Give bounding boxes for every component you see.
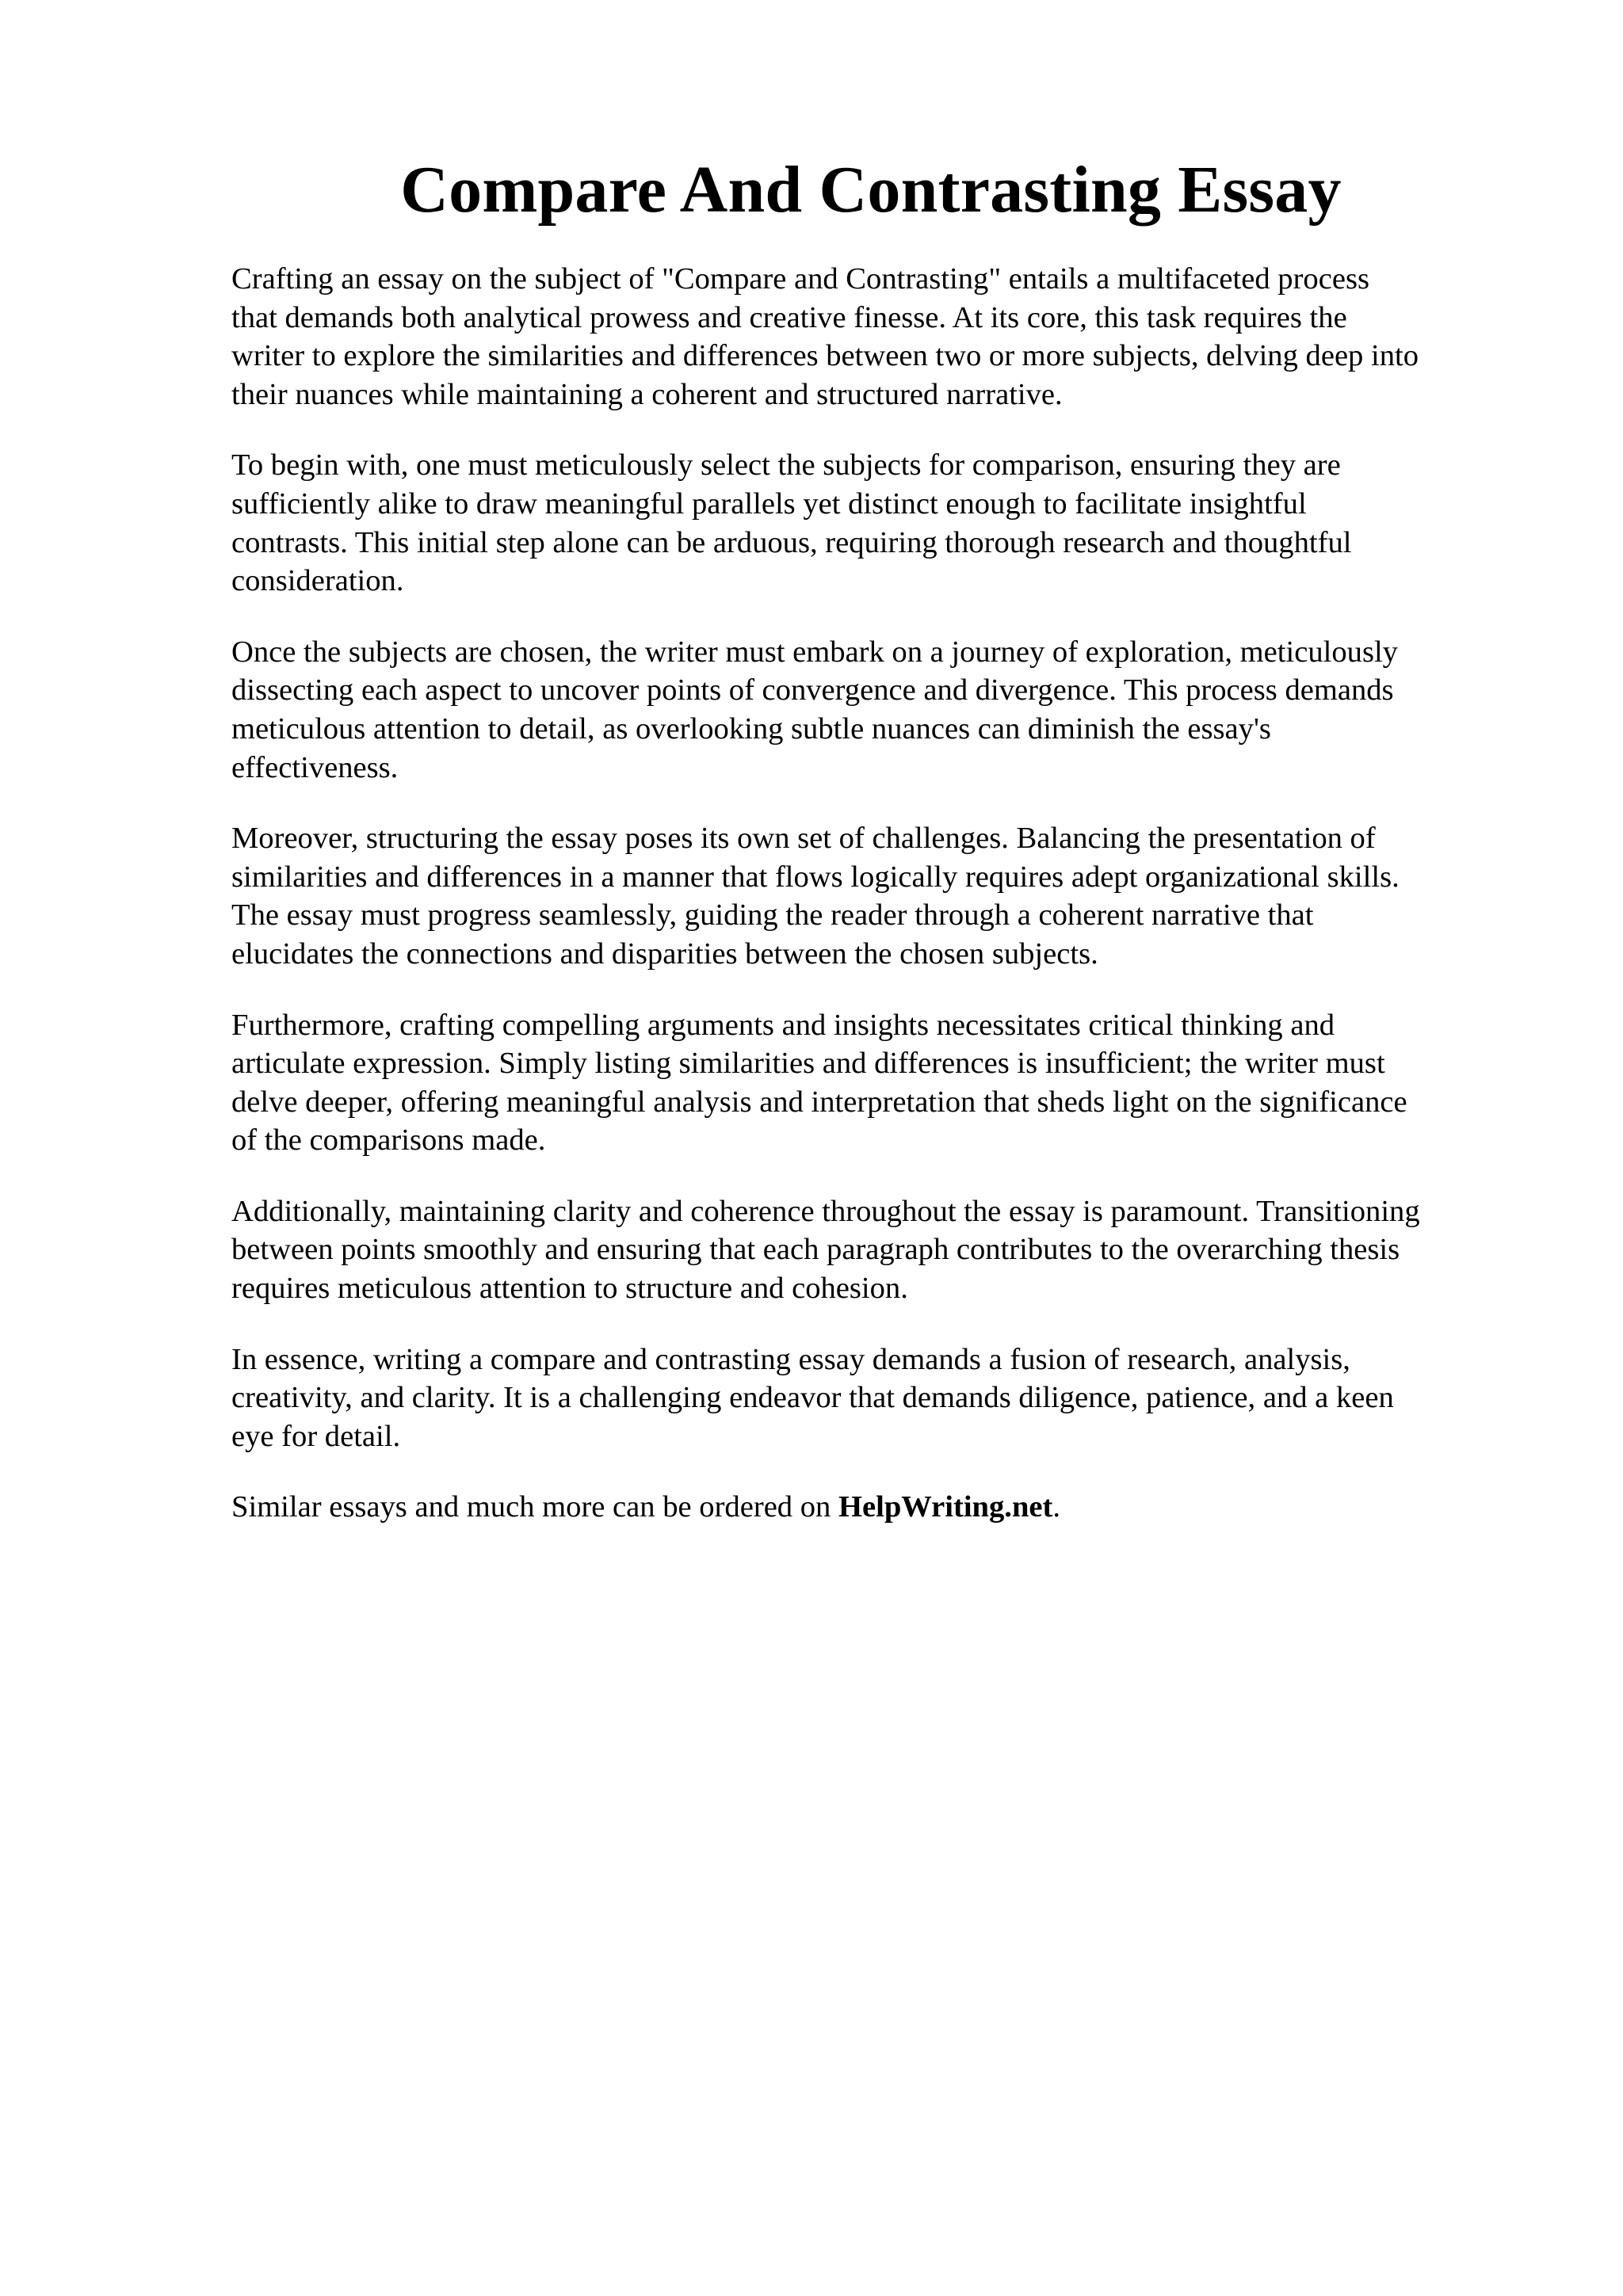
text-line: Once the subjects are chosen, the writer must embark on a journey of exploration, meticulously bbox=[231, 635, 1398, 669]
footer-suffix: . bbox=[1052, 1490, 1061, 1524]
text-line: dissecting each aspect to uncover points of convergence and divergence. This process demands bbox=[231, 673, 1394, 707]
text-line: Additionally, maintaining clarity and coherence throughout the essay is paramount. Transitioning bbox=[231, 1194, 1420, 1228]
paragraph bbox=[231, 1006, 1531, 1160]
paragraph bbox=[231, 1192, 1531, 1308]
text-line: consideration. bbox=[231, 564, 404, 598]
page-title: Compare And Contrasting Essay bbox=[400, 153, 1342, 227]
essay-body bbox=[231, 260, 1531, 1559]
footer-note bbox=[231, 1488, 1531, 1527]
text-line: In essence, writing a compare and contrasting essay demands a fusion of research, analysis, bbox=[231, 1342, 1350, 1376]
text-line: delve deeper, offering meaningful analysis and interpretation that sheds light on the significance bbox=[231, 1085, 1407, 1119]
text-line: writer to explore the similarities and differences between two or more subjects, delving deep into bbox=[231, 339, 1419, 373]
paragraph bbox=[231, 633, 1531, 787]
text-line: their nuances while maintaining a coherent and structured narrative. bbox=[231, 377, 1063, 411]
text-line: creativity, and clarity. It is a challenging endeavor that demands diligence, patience, and a keen bbox=[231, 1381, 1394, 1415]
text-line: articulate expression. Simply listing similarities and differences is insufficient; the writer must bbox=[231, 1047, 1385, 1081]
text-line: Moreover, structuring the essay poses its own set of challenges. Balancing the presentation of bbox=[231, 822, 1376, 856]
text-line: elucidates the connections and disparities between the chosen subjects. bbox=[231, 936, 1098, 971]
footer-prefix: Similar essays and much more can be ordered on bbox=[231, 1490, 838, 1524]
text-line: similarities and differences in a manner that flows logically requires adept organizational skills. bbox=[231, 860, 1400, 894]
paragraph bbox=[231, 260, 1531, 414]
paragraph bbox=[231, 819, 1531, 973]
text-line: that demands both analytical prowess and creative finesse. At its core, this task requires the bbox=[231, 300, 1347, 334]
text-line: Crafting an essay on the subject of "Compare and Contrasting" entails a multifaceted process bbox=[231, 262, 1369, 296]
text-line: between points smoothly and ensuring that each paragraph contributes to the overarching thesis bbox=[231, 1233, 1400, 1267]
text-line: Furthermore, crafting compelling arguments and insights necessitates critical thinking and bbox=[231, 1008, 1335, 1042]
helpwriting-link[interactable]: HelpWriting.net bbox=[838, 1490, 1053, 1524]
paragraph bbox=[231, 1341, 1531, 1456]
footer-line bbox=[231, 1488, 1531, 1527]
text-line: eye for detail. bbox=[231, 1419, 401, 1453]
text-line: To begin with, one must meticulously select the subjects for comparison, ensuring they are bbox=[231, 448, 1341, 482]
text-line: of the comparisons made. bbox=[231, 1123, 546, 1158]
text-line: requires meticulous attention to structure and cohesion. bbox=[231, 1272, 908, 1306]
text-line: The essay must progress seamlessly, guiding the reader through a coherent narrative that bbox=[231, 898, 1314, 933]
text-line: meticulous attention to detail, as overlooking subtle nuances can diminish the essay's bbox=[231, 711, 1271, 746]
text-line: effectiveness. bbox=[231, 750, 399, 784]
text-line: contrasts. This initial step alone can be arduous, requiring thorough research and thoughtful bbox=[231, 525, 1352, 559]
paragraph bbox=[231, 446, 1531, 600]
text-line: sufficiently alike to draw meaningful parallels yet distinct enough to facilitate insightful bbox=[231, 486, 1307, 521]
